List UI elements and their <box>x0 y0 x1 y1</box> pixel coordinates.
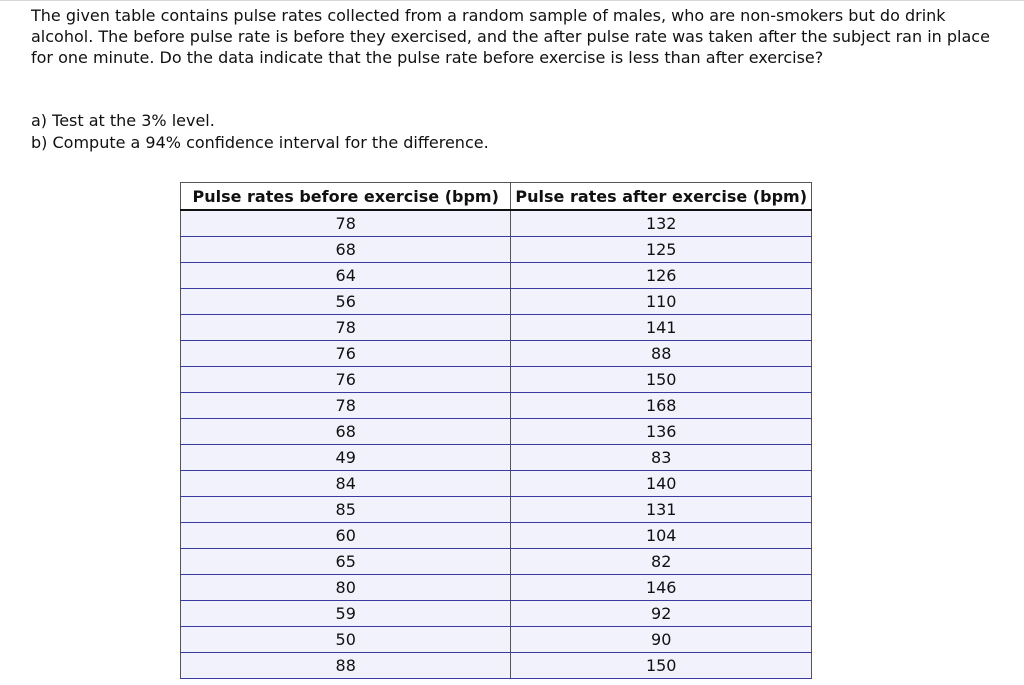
table-row <box>181 419 812 445</box>
table-row <box>181 497 812 523</box>
part-a: a) Test at the 3% level. <box>31 111 215 130</box>
table-row <box>181 289 812 315</box>
cell-after: 141 <box>511 315 812 341</box>
cell-after: 146 <box>511 575 812 601</box>
part-b: b) Compute a 94% confidence interval for the difference. <box>31 133 489 152</box>
table-row <box>181 341 812 367</box>
cell-before: 78 <box>181 210 511 237</box>
cell-before: 59 <box>181 601 511 627</box>
table-row <box>181 601 812 627</box>
table-row <box>181 471 812 497</box>
problem-parts <box>31 110 489 154</box>
table-header-row <box>181 183 812 211</box>
table-row <box>181 210 812 237</box>
cell-before: 76 <box>181 367 511 393</box>
cell-after: 140 <box>511 471 812 497</box>
cell-after: 110 <box>511 289 812 315</box>
cell-before: 64 <box>181 263 511 289</box>
table-row <box>181 549 812 575</box>
table-row <box>181 237 812 263</box>
cell-after: 131 <box>511 497 812 523</box>
cell-before: 68 <box>181 237 511 263</box>
cell-after: 168 <box>511 393 812 419</box>
cell-before: 76 <box>181 341 511 367</box>
table-row <box>181 523 812 549</box>
cell-before: 65 <box>181 549 511 575</box>
cell-before: 50 <box>181 627 511 653</box>
table-row <box>181 367 812 393</box>
table-row <box>181 575 812 601</box>
cell-after: 90 <box>511 627 812 653</box>
cell-before: 60 <box>181 523 511 549</box>
top-divider <box>0 0 1024 1</box>
cell-after: 104 <box>511 523 812 549</box>
cell-after: 150 <box>511 653 812 679</box>
cell-before: 68 <box>181 419 511 445</box>
cell-after: 126 <box>511 263 812 289</box>
table-row <box>181 445 812 471</box>
header-before: Pulse rates before exercise (bpm) <box>181 183 511 211</box>
cell-after: 125 <box>511 237 812 263</box>
cell-after: 132 <box>511 210 812 237</box>
table-row <box>181 263 812 289</box>
pulse-rate-table <box>180 182 812 679</box>
cell-after: 83 <box>511 445 812 471</box>
cell-after: 150 <box>511 367 812 393</box>
table-row <box>181 393 812 419</box>
cell-before: 80 <box>181 575 511 601</box>
cell-before: 78 <box>181 315 511 341</box>
cell-after: 136 <box>511 419 812 445</box>
cell-after: 92 <box>511 601 812 627</box>
cell-before: 84 <box>181 471 511 497</box>
table-row <box>181 627 812 653</box>
problem-statement: The given table contains pulse rates collected from a random sample of males, who are non-smokers but do drink alcohol. The before pulse rate is before they exercised, and the after pulse rate was taken after the subject ran in place for one minute. Do the data indicate that the pulse rate before exercise is less than after exercise? <box>31 6 990 67</box>
cell-after: 82 <box>511 549 812 575</box>
cell-before: 78 <box>181 393 511 419</box>
cell-before: 85 <box>181 497 511 523</box>
cell-after: 88 <box>511 341 812 367</box>
table-row <box>181 653 812 679</box>
header-after: Pulse rates after exercise (bpm) <box>511 183 812 211</box>
cell-before: 56 <box>181 289 511 315</box>
cell-before: 88 <box>181 653 511 679</box>
table-row <box>181 315 812 341</box>
cell-before: 49 <box>181 445 511 471</box>
